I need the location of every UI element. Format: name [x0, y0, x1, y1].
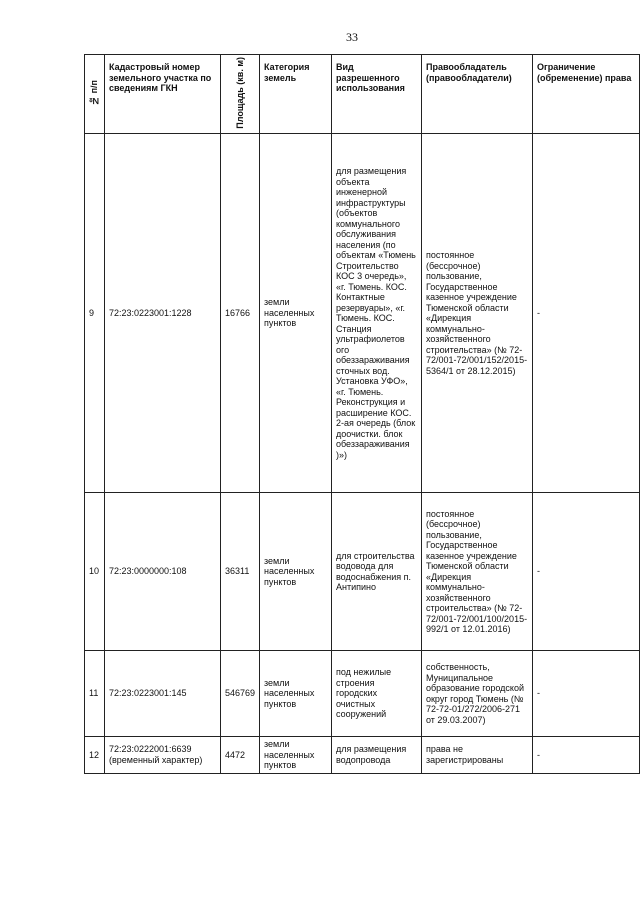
- land-register-table: [84, 54, 640, 774]
- table-row: [85, 493, 640, 651]
- restriction-value: -: [532, 737, 639, 774]
- cadastral-number: 72:23:0000000:108: [104, 493, 220, 651]
- permitted-use: под нежилые строения городских очистных сооружений: [332, 651, 422, 737]
- table-row: [85, 651, 640, 737]
- permitted-use: для размещения объекта инженерной инфраструктуры (объектов коммунального обслуживания населения (по объектам «Тюмень Строительство КОС 3 очередь», «г. Тюмень. КОС. Контактные резервуары», «г. Тюмень. КОС. Станция ультрафиолетов ого обеззараживания сточных вод. Установка УФО», «г. Тюмень. Реконструкция и расширение КОС. 2-ая очередь (блок доочистки. блок обеззараживания )»): [332, 134, 422, 493]
- area-value: 4472: [220, 737, 259, 774]
- permitted-use: для строительства водовода для водоснабжения п. Антипино: [332, 493, 422, 651]
- row-num: 12: [85, 737, 105, 774]
- table-header-row: [85, 55, 640, 134]
- header-category: Категория земель: [260, 55, 332, 134]
- permitted-use: для размещения водопровода: [332, 737, 422, 774]
- land-category: земли населенных пунктов: [260, 493, 332, 651]
- row-num: 9: [85, 134, 105, 493]
- land-category: земли населенных пунктов: [260, 134, 332, 493]
- right-holder: права не зарегистрированы: [421, 737, 532, 774]
- restriction-value: -: [532, 493, 639, 651]
- area-value: 16766: [220, 134, 259, 493]
- restriction-value: -: [532, 134, 639, 493]
- header-num: № п/п: [85, 55, 105, 134]
- right-holder: собственность, Муниципальное образование городской округ город Тюмень (№ 72-72-01/272/2006-271 от 29.03.2007): [421, 651, 532, 737]
- page-number: 33: [346, 30, 358, 44]
- restriction-value: -: [532, 651, 639, 737]
- cadastral-number: 72:23:0223001:1228: [104, 134, 220, 493]
- cadastral-number: 72:23:0222001:6639 (временный характер): [104, 737, 220, 774]
- header-restriction: Ограничение (обременение) права: [532, 55, 639, 134]
- header-holder: Правообладатель (правообладатели): [421, 55, 532, 134]
- right-holder: постоянное (бессрочное) пользование, Государственное казенное учреждение Тюменской области «Дирекция коммунально-хозяйственного строительства» (№ 72-72/001-72/001/100/2015-992/1 от 12.01.2016): [421, 493, 532, 651]
- row-num: 11: [85, 651, 105, 737]
- area-value: 546769: [220, 651, 259, 737]
- table-row: [85, 134, 640, 493]
- area-value: 36311: [220, 493, 259, 651]
- land-category: земли населенных пунктов: [260, 651, 332, 737]
- row-num: 10: [85, 493, 105, 651]
- header-cadastral: Кадастровый номер земельного участка по сведениям ГКН: [104, 55, 220, 134]
- right-holder: постоянное (бессрочное) пользование, Государственное казенное учреждение Тюменской области «Дирекция коммунально-хозяйственного строительства» (№ 72-72/001-72/001/152/2015-5364/1 от 28.12.2015): [421, 134, 532, 493]
- header-area: Площадь (кв. м): [220, 55, 259, 134]
- land-category: земли населенных пунктов: [260, 737, 332, 774]
- table-row: [85, 737, 640, 774]
- cadastral-number: 72:23:0223001:145: [104, 651, 220, 737]
- header-use: Вид разрешенного использования: [332, 55, 422, 134]
